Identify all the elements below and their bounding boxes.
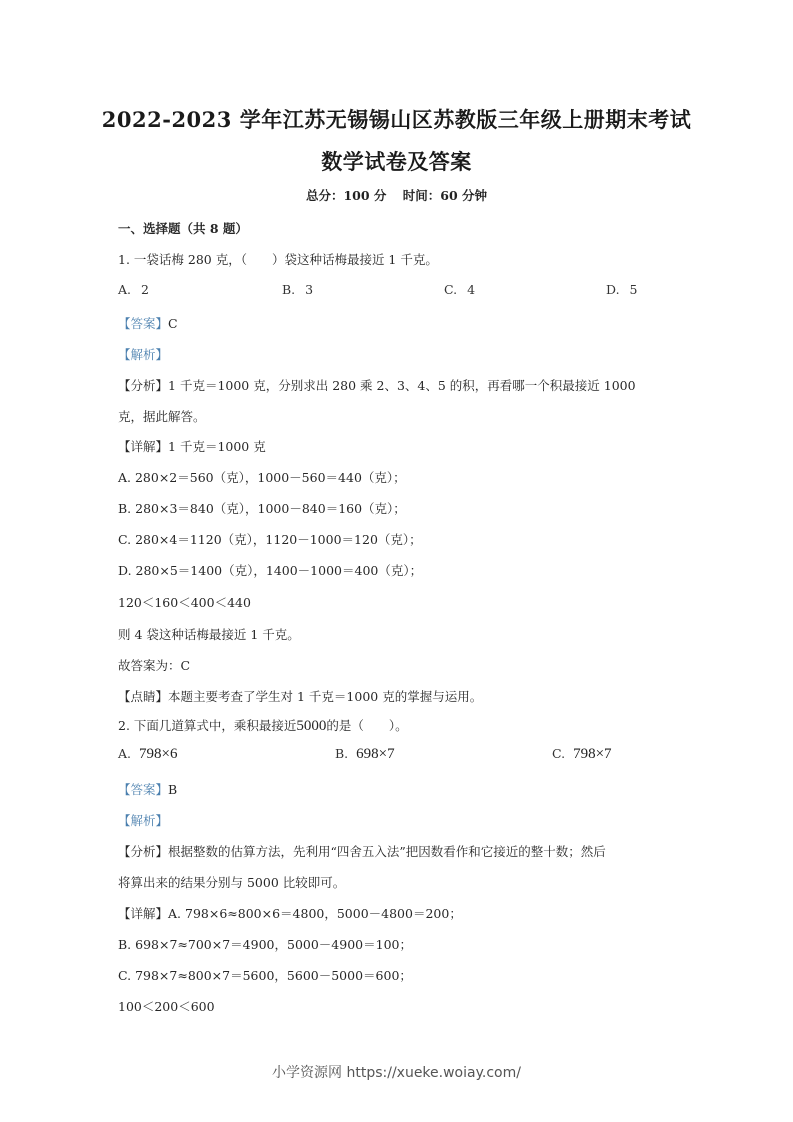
- q1-final-answer: 故答案为：C: [118, 658, 191, 673]
- q1-answer: [118, 314, 178, 332]
- q2-step-c: C. 798×7≈800×7＝5600，5600－5000＝600；: [118, 968, 412, 983]
- document-title: 2022-2023 学年江苏无锡锡山区苏教版三年级上册期末考试: [101, 107, 692, 132]
- q2-fenxi-cont: 将算出来的结果分别与 5000 比较即可。: [118, 875, 346, 890]
- q1-step-a: A. 280×2＝560（克），1000－560＝440（克）；: [118, 470, 406, 485]
- answer-value: B: [168, 782, 178, 797]
- q1-option-d: D. 5: [606, 282, 638, 297]
- q2-stem: 2. 下面几道算式中，乘积最接近5000的是（ ）。: [118, 718, 408, 734]
- q1-analysis-heading: 【解析】: [118, 347, 169, 362]
- exam-time: 时间：60 分钟: [402, 188, 488, 203]
- q1-option-b: B. 3: [282, 282, 314, 297]
- section-heading: 一、选择题（共 8 题）: [118, 221, 248, 236]
- total-score: 总分：100 分: [305, 188, 387, 203]
- q1-xiangjie: 【详解】1 千克＝1000 克: [118, 439, 266, 454]
- q1-fenxi-cont: 克，据此解答。: [118, 409, 206, 424]
- q1-fenxi: 【分析】1 千克＝1000 克，分别求出 280 乘 2、3、4、5 的积，再看哪一个积最接近 1000: [118, 378, 636, 393]
- answer-value: C: [168, 316, 178, 331]
- answer-tag: 【答案】: [118, 782, 169, 797]
- q2-xiangjie: 【详解】A. 798×6≈800×6＝4800，5000－4800＝200；: [118, 906, 462, 921]
- q1-comparison: 120＜160＜400＜440: [118, 595, 251, 610]
- q2-comparison: 100＜200＜600: [118, 999, 215, 1014]
- q1-dianjing: 【点睛】本题主要考查了学生对 1 千克＝1000 克的掌握与运用。: [118, 689, 483, 704]
- q2-option-a: A. 798×6: [118, 746, 178, 762]
- footer-watermark: 小学资源网 https://xueke.woiay.com/: [272, 1065, 521, 1081]
- document-subtitle: 数学试卷及答案: [321, 149, 472, 174]
- q1-stem: 1. 一袋话梅 280 克，（ ）袋这种话梅最接近 1 千克。: [118, 252, 438, 267]
- q2-fenxi: 【分析】根据整数的估算方法，先利用“四舍五入法”把因数看作和它接近的整十数；然后: [118, 844, 606, 859]
- q2-step-b: B. 698×7≈700×7＝4900，5000－4900＝100；: [118, 937, 412, 952]
- q2-answer: [118, 780, 177, 798]
- q2-option-b: B. 698×7: [335, 746, 395, 762]
- q1-option-c: C. 4: [444, 282, 476, 297]
- q1-step-c: C. 280×4＝1120（克），1120－1000＝120（克）；: [118, 532, 422, 547]
- q1-option-a: A. 2: [118, 282, 149, 297]
- q1-step-b: B. 280×3＝840（克），1000－840＝160（克）；: [118, 501, 406, 516]
- q2-analysis-heading: 【解析】: [118, 813, 169, 828]
- q1-step-d: D. 280×5＝1400（克），1400－1000＝400（克）；: [118, 563, 423, 578]
- q2-option-c: C. 798×7: [552, 746, 612, 762]
- answer-tag: 【答案】: [118, 316, 169, 331]
- exam-meta: [0, 186, 793, 204]
- q1-conclusion: 则 4 袋这种话梅最接近 1 千克。: [118, 627, 300, 642]
